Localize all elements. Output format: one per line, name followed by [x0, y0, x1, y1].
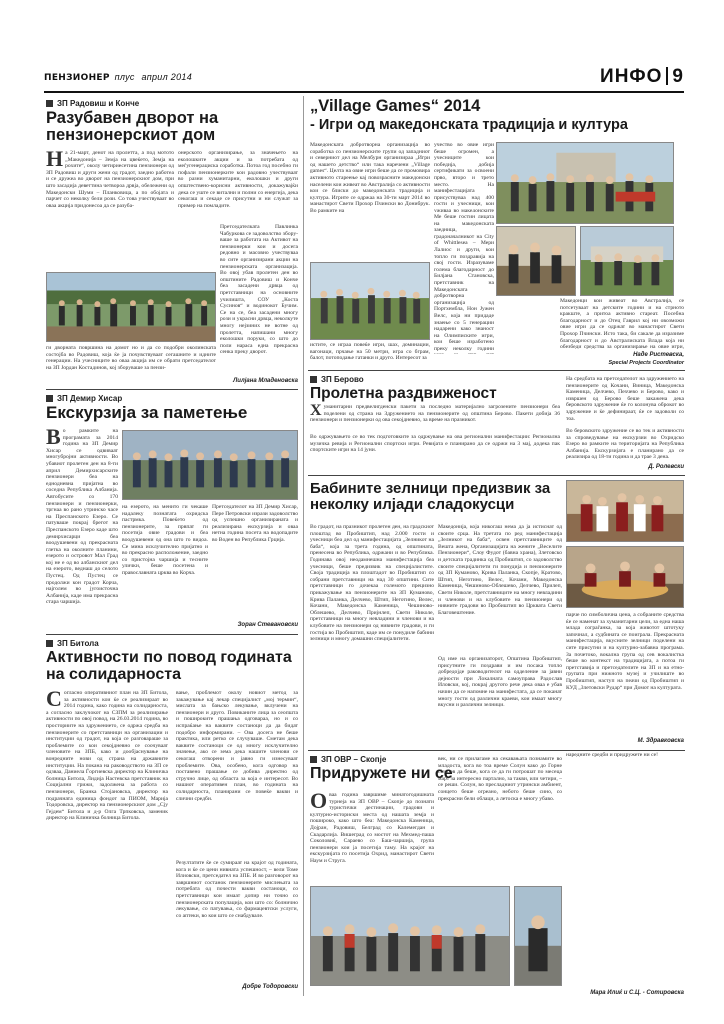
dropcap: О	[310, 792, 328, 813]
article-title: Пролетна раздвиженост	[310, 385, 497, 402]
article-author-name: Наде Ристевска,	[633, 352, 684, 358]
article-body-col3: Ме беше гостин лицата на македонската заедница, градоначалникот на City of Whittlesea – Мери Лалиос и други, кои топло ги поздравија на свој гости. Изразуваме голема благодарност до Билјана Становска, претставник на Македонската добротворна организација од Портхемблa, Нон Јужен Велс, која ни придаде знаење со 5 генерации надарени како знаност на Олимписките игри, кои беше изработено преку неколку години	[434, 214, 494, 352]
tag-square-icon	[310, 376, 317, 383]
ovr-photo-2	[514, 886, 562, 986]
header-rule	[44, 91, 684, 93]
dropcap: Х	[310, 404, 322, 419]
tag-square-icon	[46, 640, 53, 647]
babini-photo-1	[566, 480, 684, 542]
article-body-col3: Претседателот на ЗП Демир Хисар, Пере Петровски изрази задоволство од успешно организираната и реализирана екскурзија и оваа нетна година посета на водопадите во Воден во Република Грција.	[212, 504, 298, 543]
article-body-col1	[46, 428, 118, 618]
tag-square-icon	[310, 756, 317, 763]
article-author: Добре Тодоровски	[242, 984, 298, 990]
article-body-col4: Во беровското здружение се во тек и активности за спроведување на екскурзии во Охридско Езеро во рамките на територијата на Република Албанија. Екскурзијата е планирано да се реализира од 18-ти година и да трае 3 дена.	[566, 428, 684, 461]
article-body-col2: век, ни се прилагаме на секавањата познамите во младоста, кога во тоа време Солун како до Горне Петров да беше, кога се да ги потрошат по месеца март за интересно партално, за такви, или четири, – се реши. Солун, во пресладниот утрински амбиент, сонцето беше огреано, небото беше сино, со прекрасни бели облаци, а летоска е многу убаво.	[438, 756, 562, 802]
article-author-role: Special Projects Coordinator	[608, 360, 684, 366]
tag-square-icon	[46, 100, 53, 107]
article-title-line1: „Village Games“ 2014	[310, 97, 481, 115]
article-body-col2: онерското организирање, за значењето на еколошките акции и за потребата од меѓугенерациска соработка. Потоа год посебно ги пофали пензионерките кои радовно учествуваат во разни хуманитарни, еколошки и други општествено-корисни активности, докажувајќи дека се уште се витални и полни со енергија, дека секогаш и секаде се присутни и ни служат за пример на помладите.	[178, 150, 298, 209]
divider	[308, 475, 685, 476]
article-body-col5: Македонци кои живеат во Австралија, се потсетуваат на детските години и на стрното кракште, а притоа активно стареат. Посебна благодарност и до Отец Гаврил кој ни овозможи овие игри да се одржат во манастирот Свети Прохор Пчински. Исто така, би сакале да изразиме благодарност и до Австралиската Влада која ни обезбеди средства за организирање на овие игри,	[560, 298, 684, 350]
article-author: Лилјана Младеновска	[233, 378, 298, 384]
article-title: Активности по повод годината на солидарноста	[46, 649, 292, 683]
article-author: Мара Илиќ и С.Ц. - Сотировска	[590, 990, 684, 996]
article-tag	[46, 394, 122, 403]
divider	[46, 389, 298, 390]
body-text: о рамките на програмата за 2014 година на ЗП Демир Хисар се одвиваат многубројни активности. Во убавиот пролетен ден на 8-ти април Демирхисарските пензионери беа на еднодневна пријатна во соседна Република Албанија. Автобусите со 170 пензионери и пензионерки, тргнаа во рано утринско часе на Преспанското Езеро. Се патуваше покрај брегот на Преспанското Езеро каде што демирхисарци беа воодушевени од прекрасната глетка на околните планини, езерото и островот Мал Град кој не е од во албанскиот дел на езерото, веднаш до селото Пустец. Од Пустец се продолжи кон градот Корча, најголем во југоисточна Албанија, каде има прекрасна стара чаршија.	[46, 428, 118, 606]
tag-text: ЗП Радовиш и Конче	[57, 99, 140, 108]
article-body-col1	[310, 792, 434, 884]
divider	[308, 750, 685, 751]
babini-photo-2	[566, 546, 684, 608]
article-author: Д. Ролевски	[648, 464, 684, 470]
article-tag	[46, 639, 99, 648]
page-header	[44, 68, 684, 90]
article-body-col1	[310, 404, 560, 432]
article-body-col2: учество во овие игри беше огромен, а учесниците кои победија, добија сертификати за освоени прво, второ и трето место. На манифестацијата присуствуваа над 400 гости и учесници, кои уживаа во македонските	[434, 142, 494, 212]
article-tag	[310, 375, 364, 384]
article-body-col3: Резултатите ќе се сумираат на крајот од годината, кога и ќе се цени нивната успешност, – вели Томе Илиовски, претседател на ЗПБ. И во разговорот на завршниот состанок пензионерите мислењата за потребата од почести вакви состаноци, со претставници кои имаат допир ни точно со пензионерската популација, кои што со: болнично лекување, со патувања, со фармацевтски услуги, со аптеки, во кои што се снабдувале.	[176, 860, 298, 919]
article-body-col2: вање, проблемот околу новиот метод за закажување кај лекар специјалист „мој термин“, мислата за бањско лекување, вклучени на пензионери и друго. Повиканите лица за сеопшта и пошироките прашања одговараа, но и со испраќање на ваквите состаноци да да бидат подобро информирани. – Ова досега не беше практика, или ретко се случуваше. Сметам дека ваквите состаноци се од многу исклучително значење, ако се зема дека нашите членови се секогаш отворени и јавно ги изнесуваат проблемите. Ова, особено, кога одговор на поставено прашање се добива директно од стручно лице, од областа за која е интересот. Во нашиот оперативен план, во годината на солидарноста, планирани се повеќе вакви и слични средби.	[176, 690, 298, 802]
magazine-name: ПЕНЗИОНЕР	[44, 73, 110, 83]
body-text: а 21-март, денот на пролетта, а под мотото „Македонија – Земја на цвеќето, Земја на рохите“, околу четириесетина пензионери од ЗП Радовиш и други жени од градот, заедно работеа и се дружеа во дворот на пензионерскиот дом, при што засадија деветтина четвороа дрвја, обележени од Македонски Шуми – Планковица, а по обојата и парчет со неколку бели рози. Со това учествуваат во оваа акција придонесоа да се разуба-	[46, 150, 174, 209]
article-body-col1	[46, 150, 174, 270]
column-divider	[303, 96, 304, 996]
tag-square-icon	[46, 395, 53, 402]
magazine-plus: плус	[114, 72, 135, 82]
dropcap: В	[46, 428, 61, 449]
header-divider	[666, 67, 668, 85]
tag-text: ЗП Битола	[57, 639, 99, 648]
tag-text: ЗП Берово	[321, 375, 364, 384]
article-title-line2: - Игри од македонската традиција и култура	[310, 117, 628, 133]
header-masthead	[44, 72, 192, 83]
dropcap: Н	[46, 150, 64, 171]
article-body-col1	[46, 690, 168, 990]
article-title: Бабините зелници предизвик за неколку илјади сладокусци	[310, 480, 551, 513]
article-title: Екскурзија за паметење	[46, 403, 248, 422]
article-body-col1: Во градот, на празникот пролетен ден, на градскиот плоштад во Пробиштип, над 2.000 гости и учесници беа дел од манифестацијата „Зелникот на баба“, која за трета година, од општината, пренесена во Република, одржани и во Република. Годинава овој неодамнешна манифестација беа учесници, беше предизвик на специјалистите. Своја традиција на плоштадот во Пробиштип со собрани претставници на над 30 општини. Сите претставници го дочекаа големото прецизно прикажување на пензионерите на ЗП Кумановo, Крива Паланка, Делчево, Штип, Неготино, Велес, Кочани, Македонска Каменица, Чешиново-Облешево, Делчево, Пријнлеп, Свети Николе, претставници на многу невладини и членови и на клубовите на пензионери од нивните градови, и ги гостија во Пробиштип, каде им се понудиле бабини зелници и многу домашни специјалитети.	[310, 524, 434, 643]
article-body-col3: Од име на организаторот, Општина Пробиштип, присутните ги поздрави и им посака топло добредојде раководителот на одделение за јавни дејности при Локалната самоуправа Радослав Иловски, кој, покрај другото рече дека оваа е убав начин да се напомне на манифестата, да се поканат многу гости од различни краеви, кои имаат многу вкусни и различни зелници.	[438, 656, 562, 709]
divider	[308, 370, 685, 371]
issue-month: април 2014	[141, 72, 193, 82]
ovr-photo-1	[310, 886, 510, 986]
radovish-photo	[46, 272, 216, 342]
section-name: ИНФО	[600, 66, 663, 87]
article-body-col2: Во одржувањето се во тек подготовките за одржување на ова регионални манифестации: Регионална музичка ревија и Регионални спортски игри. Ревијата е планирано да се одржи на 3 мај, додека пак спортските игри на 14 јуни.	[310, 434, 560, 454]
article-body-col4: истите, се играа повеќе игри, шах, доминации, вагонаци, прчање на 50 метри, игра со бграм, бaлот, потоподање гатанки и друго. Интересот за	[310, 342, 430, 360]
article-body-col2: на езерото, на менито ги чекаше надалеку познатата охридска пастрмка. Повеќето од пензионерите, за првпат ги посетија овие градови и беа воодушевени од она што го видоа. Се мина исклучително пријатно и во прекрасно расположение, заедно со пристојна чаршија и тесните улички, беше посетена и православната црква во Корча.	[122, 504, 208, 576]
body-text: ваа година завршиме минатогодишната турнеја на ЗП ОВР – Скопје до познати туристички дестинации, градови и културно-историски места од нашата земја и пошироко, како што беа: Македонска Каменица, Дојран, Радовиш, Белград со Калемегдан и Скадарлија. Вишеград со мостот на Мехмед-паша Соколовиќ, Сараево со Баш-чаршија, група пензионери кои ја посетија таму. На крајот на екскурзијата го посетија Охрид, манастирот Свети Наум и Струга.	[310, 792, 434, 864]
village-games-photo-1	[496, 142, 674, 224]
article-tag	[46, 99, 139, 108]
article-author: М. Здравковска	[637, 738, 684, 744]
page-number: 9	[672, 66, 684, 87]
article-body-col3: наредните средби и придружете ни се!	[566, 752, 658, 758]
tag-text: ЗП ОВР – Скопје	[321, 755, 387, 764]
article-tag	[310, 755, 386, 764]
divider	[46, 634, 298, 635]
article-body-col3: На средбата на претседателот на здружението на пензионерите од Кочани, Виница, Македонска Каменица, Делчево, Пехчево и Берово, како и извршен од Берово беше закажена дека беровското здружение ќе го колонува оброкот во здружение и ќе дефинираат, ќе се задоволи со тоа.	[566, 376, 684, 422]
dropcap: С	[46, 690, 62, 711]
article-body-col4: ги дворната површина на домот но и да со подобри околинската состојба во Радовиш, која ќе ја почувствуваат сегашните и идните генерации. На учесниците во оваа акција им се обрати претседателот на ЗП Јордан Костадинов, кој зборуваше за пензи-	[46, 345, 216, 371]
article-title: Придружете ни се	[310, 765, 453, 782]
demirhisar-photo	[122, 430, 298, 500]
village-games-photo-3	[496, 226, 576, 296]
tag-text: ЗП Демир Хисар	[57, 394, 123, 403]
article-author: Зоран Стевановски	[237, 622, 298, 628]
header-section	[600, 66, 684, 88]
body-text: огласно оперативниот план на ЗП Битола, за активности кои ќе се реализираат во 2014 година, како година на солидарноста, а согласно заклучокот на СЗПМ за реализирање активности по овој повод, на 26.03.2014 година, во просториите на здружението, се одржа средба на пензионерите со претставници на организации и институции од градот, на која се разговараше за проблемите со кои секојдневно се соочуваат членовите на ЗПБ, како и дообјаснување на вонредните нови од страна на државните институции. На покана на раководството на ЗП се одзваа, Даниела Ѓоргиевска директор на Клиничка болница Битола, Лидија Настевска претставник на Социјални грижи, задолжена за работа со пензионери, Бранка Стојановска, директор на подрачната единица фондот за ПИОМ, Марија Тодоровска, директор на пензионерскиот дом „Сју Гејдем“ Битола и д-р Олга Трпковска, заменик директор на Клиничка болница Битола.	[46, 690, 168, 822]
article-body-col4: парче по симболична цена, а собраните средства ќе се наменат за хуманитарни цели, за една наша млада сограѓанка, за која животот штотуку започнал, а судбината се поиграла. Прекрасната манифестација, вкусните зелници поделени на сите присутни и на културно-забавна програма. За почетоко, вокална група од сев вокалистка беше во контекст на традицијата, а потоа ги претставија и претседателите на ЗП и на етно-групата при нижното музеј и училиште во Пробиштип, наступ на пеачи од Пробиштип и КУД „Злетовски Рудар“ при Домот на културата.	[566, 612, 684, 691]
article-body-col3: Претседателката Павлинка Чабуркова се задоволство збору-ваше за работата на Активот на пензионерки кои и досега редовно и масовно учествуваа во сите организирани акции на пензионерската организација. Во овој убав пролетен ден во општините Радовиш и Конче беа засадени дрвца од претставници на основните училишта, СОУ „Коста Сусинов“ и водинокот Бучим. Се на се, беа засадени многу рози и украсни дрвца, неколкуте многу нејзиних не вотне од пролетта, напишани многу еколошки поруки, со што до поли нараса една прекрасна сенка преку дворот.	[220, 224, 298, 354]
article-body-col1: Македонската добротворна организација во соработка со пензионерските групи од западниот и северниот дел на Мелбурн организираа „Игри од нашето детство“ или така наречени „Village games“. Целта на овие игри беше да се промовира активното стареење кај повозрасните македонски населени кои живеат во Австралија со активности кои се блиски до македонската традиција и култура. Игрите се одржаа на 30-ти март 2014 во манастирот Свети Прохор Пчински во Донибрук. Во рамките на	[310, 142, 430, 214]
village-games-photo-2	[310, 262, 430, 340]
village-games-photo-4	[580, 226, 674, 296]
body-text: уманитарни предвелигденски пакети за последно материјално загрозените пензионери беа поделени од страна на Здружението на пензионерите од општина Берово. Пакети добија 36 пензионери и пензионерки од ова секојдневно, за време на празникот.	[310, 404, 560, 424]
article-title: Разубавен дворот на пензионерскиот дом	[46, 109, 219, 145]
article-body-col2: Македонија, која никогаш нема да ја истиснат од своите срца. На третата по ред манифестација „Зелникот на баба“, освен претставниците од Вешта жена, Организацијата на жените „Веселите Пензионери“, Слоу Фудот (бавна храна), Злетовско и детската градинка од Пробиштип, со задоволство своите специјалитети ги понудија и пензионерите од ЗП Кумановo, Крива Паланка, Скопје, Кратово, Штип, Неготино, Велес, Кочани, Македонска Каменица, Чешиново-Облешево, Делчево, Прилеп, Свети Николе, претставниците на многу невладини и членови и на клубовите на пензионери од нивните градови во Пробиштип во Црквата Свети Благовештение.	[438, 524, 562, 616]
